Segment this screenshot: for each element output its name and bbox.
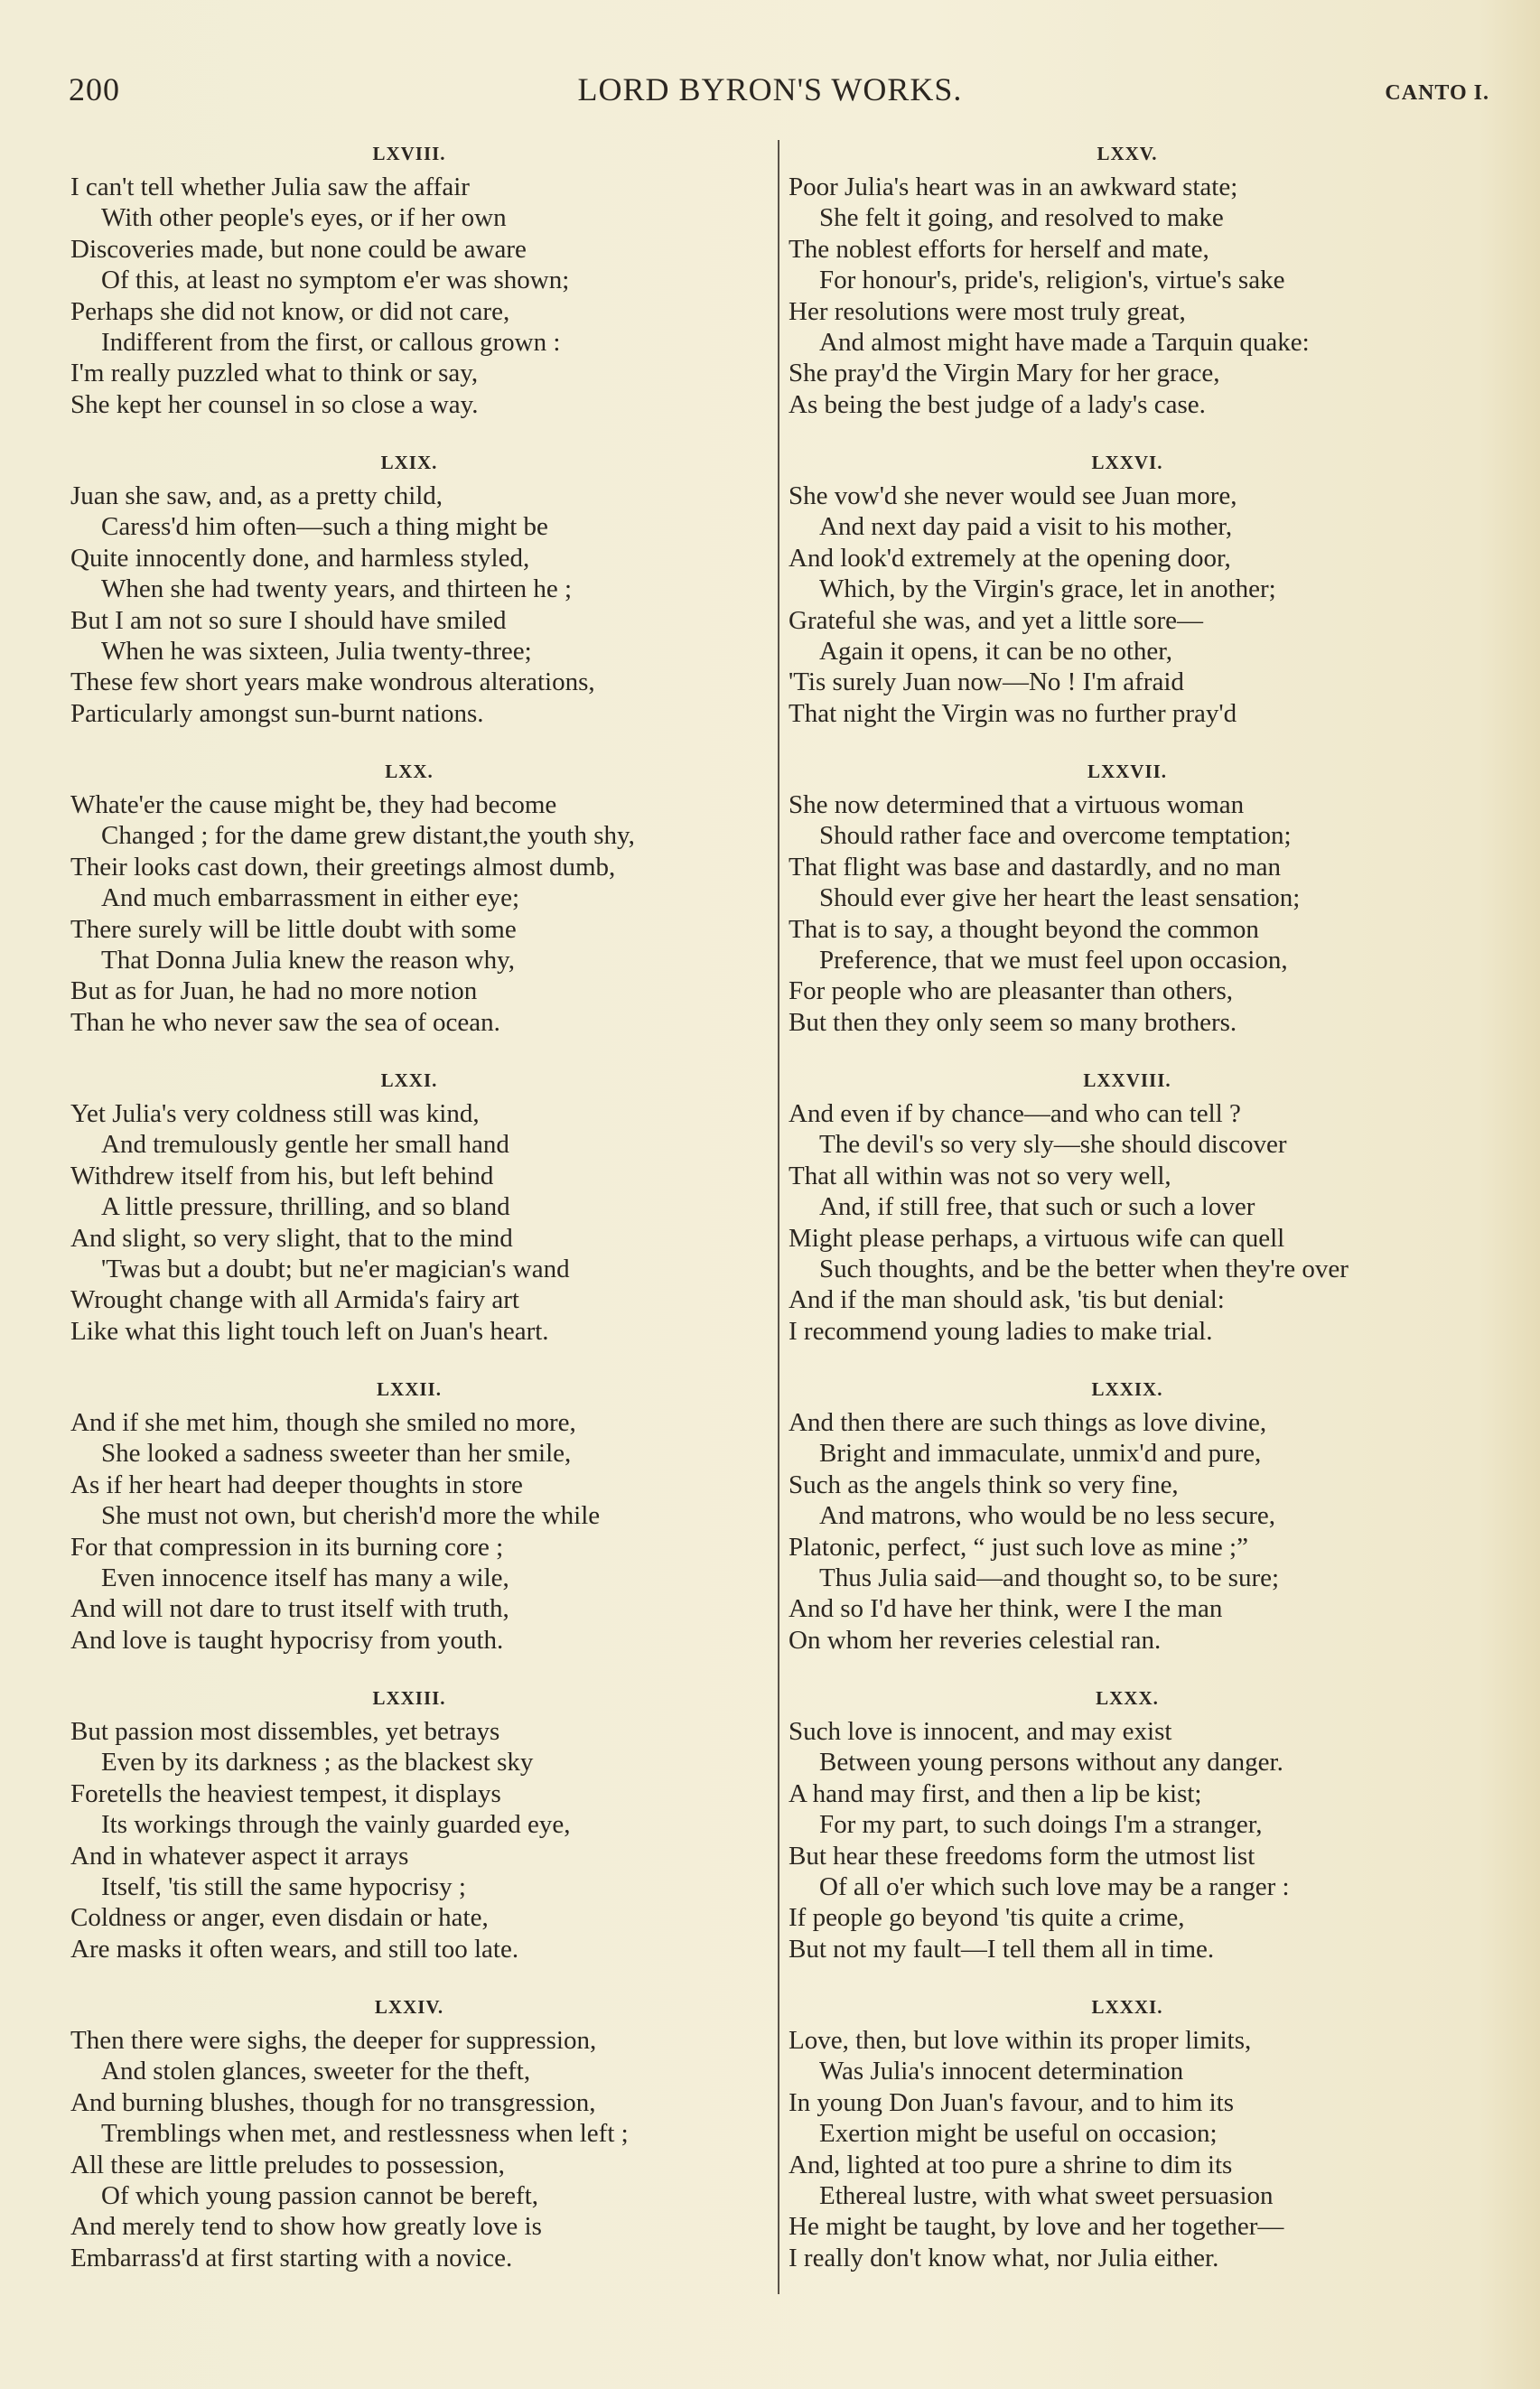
stanza-number: LXX. [385, 761, 434, 782]
verse-line: Such thoughts, and be the better when they're over [819, 1255, 1349, 1284]
verse-line: She looked a sadness sweeter than her smile, [101, 1439, 572, 1469]
stanza [789, 1989, 1502, 2298]
verse-line: And love is taught hypocrisy from youth. [70, 1625, 504, 1655]
verse-line: And stolen glances, sweeter for the theft, [101, 2057, 531, 2086]
verse-line: Withdrew itself from his, but left behind [70, 1161, 494, 1190]
verse-line: Changed ; for the dame grew distant,the youth shy, [101, 821, 635, 851]
verse-line: Yet Julia's very coldness still was kind, [70, 1099, 480, 1128]
verse-line: Are masks it often wears, and still too late. [70, 1934, 519, 1964]
verse-line: Itself, 'tis still the same hypocrisy ; [101, 1872, 466, 1902]
verse-line: With other people's eyes, or if her own [101, 203, 507, 233]
verse-line: On whom her reveries celestial ran. [789, 1625, 1162, 1655]
verse-line: Wrought change with all Armida's fairy art [70, 1285, 519, 1315]
verse-line: And almost might have made a Tarquin quake: [819, 328, 1310, 358]
column-divider [778, 140, 779, 2294]
verse-line: Which, by the Virgin's grace, let in another; [819, 574, 1276, 604]
verse-line: As if her heart had deeper thoughts in store [70, 1470, 523, 1499]
verse-line: And look'd extremely at the opening door, [789, 543, 1231, 573]
verse-line: That flight was base and dastardly, and no man [789, 852, 1281, 882]
stanza [789, 753, 1502, 1062]
stanza [70, 1989, 784, 2298]
verse-line: Perhaps she did not know, or did not care, [70, 296, 510, 326]
stanza-number: LXXII. [377, 1378, 442, 1400]
verse-line: That night the Virgin was no further pray'd [789, 698, 1237, 728]
verse-line: Of all o'er which such love may be a ranger : [819, 1872, 1290, 1902]
verse-line: 'Tis surely Juan now—No ! I'm afraid [789, 667, 1184, 697]
verse-line: I really don't know what, nor Julia either. [789, 2243, 1219, 2272]
verse-line: The devil's so very sly—she should discover [819, 1130, 1287, 1160]
stanza-number: LXXXI. [1091, 1996, 1163, 2018]
stanza [789, 135, 1502, 444]
stanza [70, 1680, 784, 1989]
verse-line: He might be taught, by love and her together— [789, 2212, 1284, 2242]
left-column [70, 135, 784, 2298]
verse-line: And, if still free, that such or such a lover [819, 1192, 1255, 1222]
verse-line: That is to say, a thought beyond the common [789, 914, 1259, 944]
verse-line: Indifferent from the first, or callous grown : [101, 328, 561, 358]
verse-line: And burning blushes, though for no transgression, [70, 2087, 596, 2117]
verse-line: All these are little preludes to possession, [70, 2150, 505, 2179]
stanza-number: LXXI. [380, 1069, 438, 1091]
verse-line: Poor Julia's heart was in an awkward state; [789, 173, 1238, 201]
verse-line: Again it opens, it can be no other, [819, 637, 1173, 667]
verse-line: But as for Juan, he had no more notion [70, 976, 478, 1006]
stanza [70, 753, 784, 1062]
verse-line: For that compression in its burning core ; [70, 1532, 504, 1562]
verse-line: And merely tend to show how greatly love is [70, 2212, 542, 2242]
stanza [789, 1371, 1502, 1680]
verse-line: The noblest efforts for herself and mate, [789, 234, 1209, 264]
page-number: 200 [69, 71, 120, 107]
verse-line: Particularly amongst sun-burnt nations. [70, 698, 484, 728]
verse-line: These few short years make wondrous alterations, [70, 667, 595, 697]
stanza-number: LXIX. [380, 452, 438, 473]
verse-line: And tremulously gentle her small hand [101, 1130, 509, 1160]
running-title: LORD BYRON'S WORKS. [577, 71, 963, 107]
verse-line: Quite innocently done, and harmless styled, [70, 543, 530, 573]
verse-line: But not my fault—I tell them all in time. [789, 1934, 1215, 1964]
verse-line: For people who are pleasanter than others, [789, 976, 1234, 1006]
stanza [789, 444, 1502, 753]
verse-line: Juan she saw, and, as a pretty child, [70, 481, 443, 510]
verse-line: Tremblings when met, and restlessness when left ; [101, 2119, 629, 2149]
verse-line: I'm really puzzled what to think or say, [70, 359, 479, 388]
verse-line: And slight, so very slight, that to the mind [70, 1223, 513, 1253]
verse-line: And if the man should ask, 'tis but denial: [789, 1285, 1225, 1315]
verse-line: Between young persons without any danger. [819, 1748, 1283, 1778]
verse-line: That all within was not so very well, [789, 1161, 1171, 1190]
stanza [70, 1371, 784, 1680]
verse-line: And, lighted at too pure a shrine to dim its [789, 2150, 1233, 2179]
verse-line: If people go beyond 'tis quite a crime, [789, 1903, 1185, 1933]
verse-line: Might please perhaps, a virtuous wife can quell [789, 1223, 1285, 1253]
verse-line: Ethereal lustre, with what sweet persuasion [819, 2181, 1274, 2211]
stanza-number: LXXVIII. [1083, 1069, 1171, 1091]
verse-line: Exertion might be useful on occasion; [819, 2119, 1218, 2149]
verse-line: She felt it going, and resolved to make [819, 203, 1224, 233]
stanza-number: LXXVII. [1087, 761, 1168, 782]
verse-line: Whate'er the cause might be, they had become [70, 790, 557, 819]
verse-line: In young Don Juan's favour, and to him its [789, 2087, 1234, 2117]
verse-line: Such as the angels think so very fine, [789, 1470, 1179, 1499]
verse-line: Was Julia's innocent determination [819, 2057, 1184, 2086]
stanza-number: LXXIX. [1091, 1378, 1163, 1400]
stanza-number: LXXV. [1097, 143, 1158, 164]
verse-line: Than he who never saw the sea of ocean. [70, 1007, 500, 1037]
verse-line: But I am not so sure I should have smiled [70, 605, 507, 635]
verse-line: Its workings through the vainly guarded eye, [101, 1810, 571, 1840]
verse-line: Coldness or anger, even disdain or hate, [70, 1903, 489, 1933]
stanza-number: LXXIV. [374, 1996, 444, 2018]
verse-line: But passion most dissembles, yet betrays [70, 1717, 500, 1746]
verse-line: Embarrass'd at first starting with a novice. [70, 2243, 513, 2272]
verse-line: And so I'd have her think, were I the man [789, 1594, 1223, 1624]
verse-line: Her resolutions were most truly great, [789, 296, 1186, 326]
verse-line: She vow'd she never would see Juan more, [789, 481, 1237, 510]
verse-line: Of this, at least no symptom e'er was shown; [101, 266, 570, 295]
verse-line: And matrons, who would be no less secure, [819, 1501, 1275, 1531]
verse-line: Preference, that we must feel upon occasion, [819, 946, 1288, 975]
verse-line: Bright and immaculate, unmix'd and pure, [819, 1439, 1262, 1469]
verse-line: I can't tell whether Julia saw the affair [70, 173, 470, 201]
verse-line: And next day paid a visit to his mother, [819, 512, 1233, 542]
verse-line: Then there were sighs, the deeper for suppression, [70, 2026, 597, 2055]
verse-line: That Donna Julia knew the reason why, [101, 946, 515, 975]
verse-line: For my part, to such doings I'm a stranger, [819, 1810, 1263, 1840]
verse-line: As being the best judge of a lady's case. [789, 389, 1206, 419]
stanza-number: LXXIII. [372, 1687, 446, 1709]
verse-line: And then there are such things as love divine, [789, 1408, 1267, 1437]
stanza [70, 135, 784, 444]
verse-line: There surely will be little doubt with some [70, 914, 517, 944]
verse-line: Even innocence itself has many a wile, [101, 1563, 509, 1593]
verse-line: Grateful she was, and yet a little sore— [789, 605, 1204, 635]
stanza [70, 444, 784, 753]
stanza-number: LXXX. [1096, 1687, 1159, 1709]
stanza [789, 1062, 1502, 1371]
verse-line: But then they only seem so many brothers. [789, 1007, 1237, 1037]
verse-line: A little pressure, thrilling, and so bland [101, 1192, 510, 1222]
verse-line: Should ever give her heart the least sensation; [819, 883, 1301, 913]
verse-line: But hear these freedoms form the utmost list [789, 1841, 1255, 1871]
verse-line: She pray'd the Virgin Mary for her grace, [789, 359, 1220, 388]
verse-line: And if she met him, though she smiled no more, [70, 1408, 576, 1437]
verse-line: 'Twas but a doubt; but ne'er magician's wand [101, 1255, 570, 1284]
verse-line: I recommend young ladies to make trial. [789, 1316, 1213, 1346]
verse-line: Love, then, but love within its proper limits, [789, 2026, 1252, 2055]
verse-line: Such love is innocent, and may exist [789, 1717, 1172, 1746]
verse-line: Should rather face and overcome temptation; [819, 821, 1292, 851]
stanza-number: LXVIII. [372, 143, 446, 164]
verse-line: And will not dare to trust itself with truth, [70, 1594, 509, 1624]
verse-line: Of which young passion cannot be bereft, [101, 2181, 539, 2211]
verse-line: She must not own, but cherish'd more the while [101, 1501, 601, 1531]
verse-line: When he was sixteen, Julia twenty-three; [101, 637, 532, 667]
verse-line: Thus Julia said—and thought so, to be sure; [819, 1563, 1280, 1593]
verse-line: Foretells the heaviest tempest, it displays [70, 1778, 501, 1808]
verse-line: For honour's, pride's, religion's, virtue's sake [819, 266, 1285, 295]
verse-line: And much embarrassment in either eye; [101, 883, 520, 913]
verse-line: She now determined that a virtuous woman [789, 790, 1245, 819]
verse-line: Platonic, perfect, “ just such love as mine ;” [789, 1532, 1248, 1562]
stanza [789, 1680, 1502, 1989]
verse-line: Caress'd him often—such a thing might be [101, 512, 548, 542]
right-column [789, 135, 1502, 2298]
canto-label: CANTO I. [1385, 81, 1489, 105]
verse-line: Their looks cast down, their greetings almost dumb, [70, 852, 616, 882]
verse-line: When she had twenty years, and thirteen he ; [101, 574, 573, 604]
stanza-number: LXXVI. [1091, 452, 1163, 473]
verse-line: She kept her counsel in so close a way. [70, 389, 479, 419]
verse-line: Like what this light touch left on Juan's heart. [70, 1316, 549, 1346]
verse-line: A hand may first, and then a lip be kist; [789, 1778, 1202, 1808]
verse-line: Discoveries made, but none could be aware [70, 234, 527, 264]
verse-line: And in whatever aspect it arrays [70, 1841, 409, 1871]
verse-line: And even if by chance—and who can tell ? [789, 1099, 1241, 1128]
verse-line: Even by its darkness ; as the blackest sky [101, 1748, 534, 1778]
stanza [70, 1062, 784, 1371]
